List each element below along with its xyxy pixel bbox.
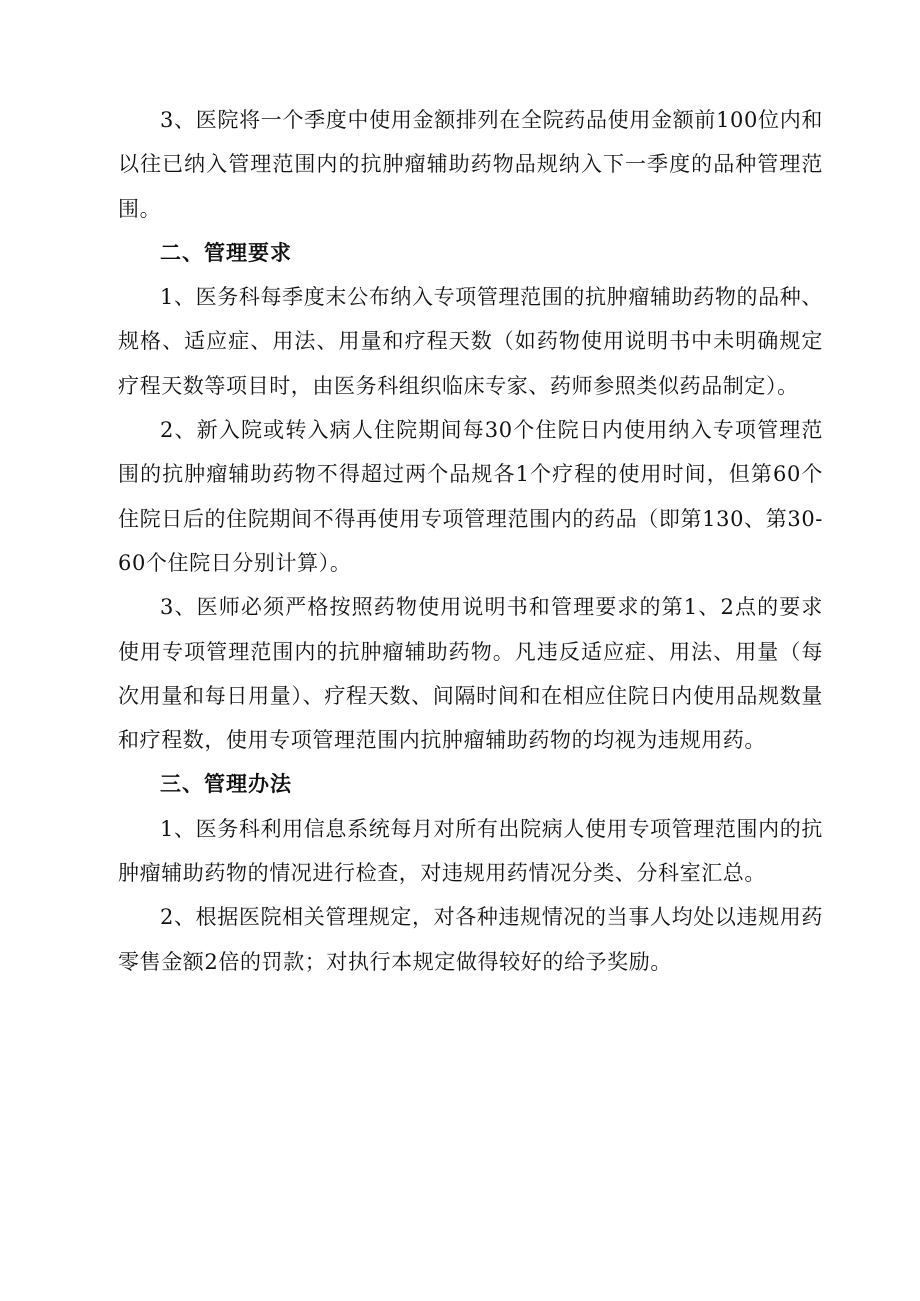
section-heading-management-methods: 三、管理办法 [160,772,292,797]
document-body [118,98,823,984]
paragraph-rule-3-top-100: 3、医院将一个季度中使用金额排列在全院药品使用金额前100位内和以往已纳入管理范围内的抗肿瘤辅助药物品规纳入下一季度的品种管理范围。 [118,108,823,221]
paragraph-requirement-3: 3、医师必须严格按照药物使用说明书和管理要求的第1、2点的要求使用专项管理范围内的抗肿瘤辅助药物。凡违反适应症、用法、用量（每次用量和每日用量）、疗程天数、间隔时间和在相应住院日内使用品规数量和疗程数，使用专项管理范围内抗肿瘤辅助药物的均视为违规用药。 [118,595,823,753]
paragraph-requirement-1: 1、医务科每季度末公布纳入专项管理范围的抗肿瘤辅助药物的品种、规格、适应症、用法、用量和疗程天数（如药物使用说明书中未明确规定疗程天数等项目时，由医务科组织临床专家、药师参照类似药品制定）。 [118,285,823,398]
paragraph-method-1: 1、医务科利用信息系统每月对所有出院病人使用专项管理范围内的抗肿瘤辅助药物的情况进行检查，对违规用药情况分类、分科室汇总。 [118,816,823,886]
section-heading-management-requirements: 二、管理要求 [160,240,292,265]
paragraph-requirement-2: 2、新入院或转入病人住院期间每30个住院日内使用纳入专项管理范围的抗肿瘤辅助药物不得超过两个品规各1个疗程的使用时间，但第60个住院日后的住院期间不得再使用专项管理范围内的药品（即第130、第30-60个住院日分别计算）。 [118,418,823,575]
paragraph-method-2: 2、根据医院相关管理规定，对各种违规情况的当事人均处以违规用药零售金额2倍的罚款；对执行本规定做得较好的给予奖励。 [118,905,823,974]
